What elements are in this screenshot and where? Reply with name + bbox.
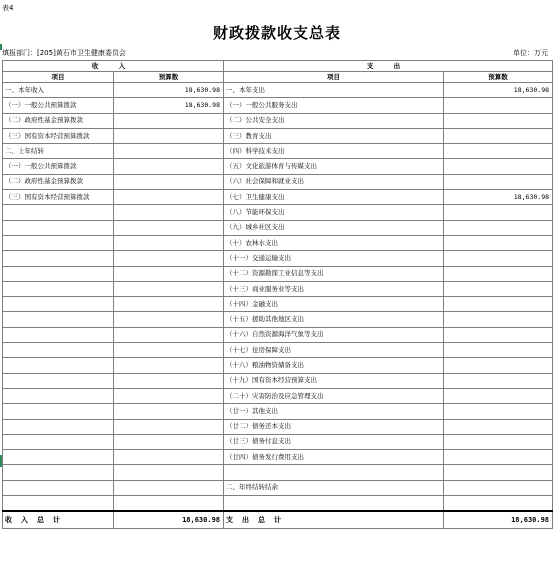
- table-row: [3, 281, 553, 296]
- expense-budget-cell: [444, 327, 553, 342]
- income-budget-cell: [114, 205, 224, 220]
- income-item-cell: [3, 434, 114, 449]
- table-row: [3, 159, 553, 174]
- expense-budget-cell: [444, 251, 553, 266]
- page-title: 财政拨款收支总表: [212, 24, 341, 42]
- expense-budget-cell: [444, 235, 553, 250]
- income-budget-header: 预算数: [114, 72, 224, 83]
- income-budget-cell: [114, 480, 224, 495]
- table-body: [3, 83, 553, 512]
- expense-item-cell: （二）公共安全支出: [224, 113, 444, 128]
- expense-total-value: 18,630.98: [444, 511, 553, 529]
- table-row: [3, 144, 553, 159]
- expense-budget-cell: [444, 358, 553, 373]
- income-budget-cell: [114, 144, 224, 159]
- table-row: [3, 98, 553, 113]
- expense-budget-cell: 18,630.98: [444, 83, 553, 98]
- table-row: [3, 450, 553, 465]
- expense-budget-cell: [444, 174, 553, 189]
- income-item-cell: [3, 281, 114, 296]
- income-budget-cell: [114, 404, 224, 419]
- table-row: [3, 266, 553, 281]
- income-item-header: 项目: [3, 72, 114, 83]
- expense-item-cell: （十八）粮油物资储备支出: [224, 358, 444, 373]
- income-item-cell: 二、上年结转: [3, 144, 114, 159]
- income-budget-cell: [114, 266, 224, 281]
- income-total-value: 18,630.98: [114, 511, 224, 529]
- table-row: [3, 128, 553, 143]
- income-item-cell: [3, 496, 114, 512]
- expense-item-cell: （廿四）债务发行费用支出: [224, 450, 444, 465]
- table-row: [3, 83, 553, 98]
- table-row: [3, 373, 553, 388]
- table-row: [3, 312, 553, 327]
- income-item-cell: [3, 297, 114, 312]
- expense-item-cell: （五）文化旅游体育与传媒支出: [224, 159, 444, 174]
- expense-budget-cell: [444, 388, 553, 403]
- table-row: [3, 220, 553, 235]
- table-row: [3, 419, 553, 434]
- income-budget-cell: [114, 220, 224, 235]
- income-budget-cell: [114, 174, 224, 189]
- expense-item-cell: （三）教育支出: [224, 128, 444, 143]
- income-item-cell: [3, 480, 114, 495]
- income-budget-cell: [114, 450, 224, 465]
- table-row: [3, 251, 553, 266]
- income-budget-cell: [114, 343, 224, 358]
- income-item-cell: [3, 312, 114, 327]
- expense-item-cell: （十一）交通运输支出: [224, 251, 444, 266]
- income-item-cell: [3, 358, 114, 373]
- expense-item-cell: （廿一）其他支出: [224, 404, 444, 419]
- income-item-cell: [3, 251, 114, 266]
- expense-budget-cell: 18,630.98: [444, 190, 553, 205]
- income-budget-cell: [114, 388, 224, 403]
- total-row: [3, 511, 553, 529]
- income-budget-cell: [114, 358, 224, 373]
- expense-item-cell: （四）科学技术支出: [224, 144, 444, 159]
- income-budget-cell: [114, 159, 224, 174]
- table-row: [3, 404, 553, 419]
- income-budget-cell: 18,630.98: [114, 98, 224, 113]
- income-budget-cell: [114, 281, 224, 296]
- income-item-cell: [3, 205, 114, 220]
- income-item-cell: （一）一般公共预算拨款: [3, 98, 114, 113]
- income-budget-cell: [114, 128, 224, 143]
- expense-budget-cell: [444, 496, 553, 512]
- income-budget-cell: [114, 327, 224, 342]
- expense-item-cell: （廿二）债务还本支出: [224, 419, 444, 434]
- expense-budget-cell: [444, 266, 553, 281]
- income-budget-cell: [114, 235, 224, 250]
- table-row: [3, 297, 553, 312]
- expense-budget-cell: [444, 98, 553, 113]
- expense-item-cell: （十三）商业服务业等支出: [224, 281, 444, 296]
- expense-item-cell: [224, 496, 444, 512]
- table-row: [3, 235, 553, 250]
- table-row: [3, 113, 553, 128]
- expense-budget-cell: [444, 297, 553, 312]
- expense-item-cell: （十二）资源勘探工业信息等支出: [224, 266, 444, 281]
- income-item-cell: [3, 419, 114, 434]
- table-row: [3, 496, 553, 512]
- income-budget-cell: 18,630.98: [114, 83, 224, 98]
- expense-budget-cell: [444, 281, 553, 296]
- expense-item-cell: （十）农林水支出: [224, 235, 444, 250]
- expense-item-cell: （十四）金融支出: [224, 297, 444, 312]
- income-item-cell: [3, 266, 114, 281]
- income-budget-cell: [114, 373, 224, 388]
- expense-budget-cell: [444, 419, 553, 434]
- expense-item-cell: （十五）援助其他地区支出: [224, 312, 444, 327]
- cell-marker: [0, 44, 2, 50]
- expense-item-cell: （一）一般公共服务支出: [224, 98, 444, 113]
- income-item-cell: （二）政府性基金预算拨款: [3, 174, 114, 189]
- income-item-cell: （三）国有资本经营预算拨款: [3, 128, 114, 143]
- income-budget-cell: [114, 113, 224, 128]
- income-item-cell: [3, 220, 114, 235]
- income-budget-cell: [114, 434, 224, 449]
- income-item-cell: [3, 465, 114, 480]
- expense-budget-cell: [444, 343, 553, 358]
- table-row: [3, 465, 553, 480]
- income-item-cell: [3, 343, 114, 358]
- expense-budget-cell: [444, 128, 553, 143]
- expense-budget-cell: [444, 205, 553, 220]
- expense-budget-header: 预算数: [444, 72, 553, 83]
- expense-budget-cell: [444, 373, 553, 388]
- income-item-cell: 一、本年收入: [3, 83, 114, 98]
- income-budget-cell: [114, 297, 224, 312]
- table-row: [3, 190, 553, 205]
- table-row: [3, 174, 553, 189]
- income-section-header: 收 入: [3, 61, 224, 72]
- income-budget-cell: [114, 465, 224, 480]
- income-budget-cell: [114, 190, 224, 205]
- income-item-cell: [3, 388, 114, 403]
- income-item-cell: [3, 404, 114, 419]
- income-item-cell: （二）政府性基金预算拨款: [3, 113, 114, 128]
- expense-item-cell: （廿三）债务付息支出: [224, 434, 444, 449]
- table-row: [3, 480, 553, 495]
- expense-budget-cell: [444, 465, 553, 480]
- expense-item-cell: （九）城乡社区支出: [224, 220, 444, 235]
- expense-budget-cell: [444, 404, 553, 419]
- expense-budget-cell: [444, 480, 553, 495]
- expense-budget-cell: [444, 434, 553, 449]
- unit-label: 单位：万元: [513, 49, 548, 57]
- expense-item-cell: [224, 465, 444, 480]
- expense-item-cell: （二十）灾害防治及应急管理支出: [224, 388, 444, 403]
- income-item-cell: （三）国有资本经营预算拨款: [3, 190, 114, 205]
- expense-budget-cell: [444, 113, 553, 128]
- income-item-cell: [3, 327, 114, 342]
- expense-section-header: 支 出: [224, 61, 553, 72]
- expense-item-cell: （十七）住房保障支出: [224, 343, 444, 358]
- income-item-cell: [3, 450, 114, 465]
- expense-budget-cell: [444, 159, 553, 174]
- table-row: [3, 327, 553, 342]
- expense-item-cell: （十六）自然资源海洋气象等支出: [224, 327, 444, 342]
- table-row: [3, 343, 553, 358]
- expense-item-cell: 二、年终结转结余: [224, 480, 444, 495]
- income-total-label: 收入总计: [3, 511, 114, 529]
- table-row: [3, 388, 553, 403]
- income-budget-cell: [114, 419, 224, 434]
- income-budget-cell: [114, 251, 224, 266]
- table-row: [3, 358, 553, 373]
- expense-item-header: 项目: [224, 72, 444, 83]
- expense-budget-cell: [444, 450, 553, 465]
- expense-budget-cell: [444, 144, 553, 159]
- expense-item-cell: 一、本年支出: [224, 83, 444, 98]
- income-item-cell: （一）一般公共预算拨款: [3, 159, 114, 174]
- income-item-cell: [3, 235, 114, 250]
- expense-item-cell: （六）社会保障和就业支出: [224, 174, 444, 189]
- expense-budget-cell: [444, 220, 553, 235]
- income-budget-cell: [114, 312, 224, 327]
- table-row: [3, 434, 553, 449]
- expense-item-cell: （八）节能环保支出: [224, 205, 444, 220]
- expense-total-label: 支出总计: [224, 511, 444, 529]
- reporting-department: 填报部门：[205]黄石市卫生健康委员会: [2, 49, 126, 57]
- expense-item-cell: （十九）国有资本经营预算支出: [224, 373, 444, 388]
- income-item-cell: [3, 373, 114, 388]
- expense-budget-cell: [444, 312, 553, 327]
- income-budget-cell: [114, 496, 224, 512]
- expense-item-cell: （七）卫生健康支出: [224, 190, 444, 205]
- table-row: [3, 205, 553, 220]
- table-number-label: 表4: [2, 4, 14, 12]
- fiscal-summary-table: [2, 60, 553, 529]
